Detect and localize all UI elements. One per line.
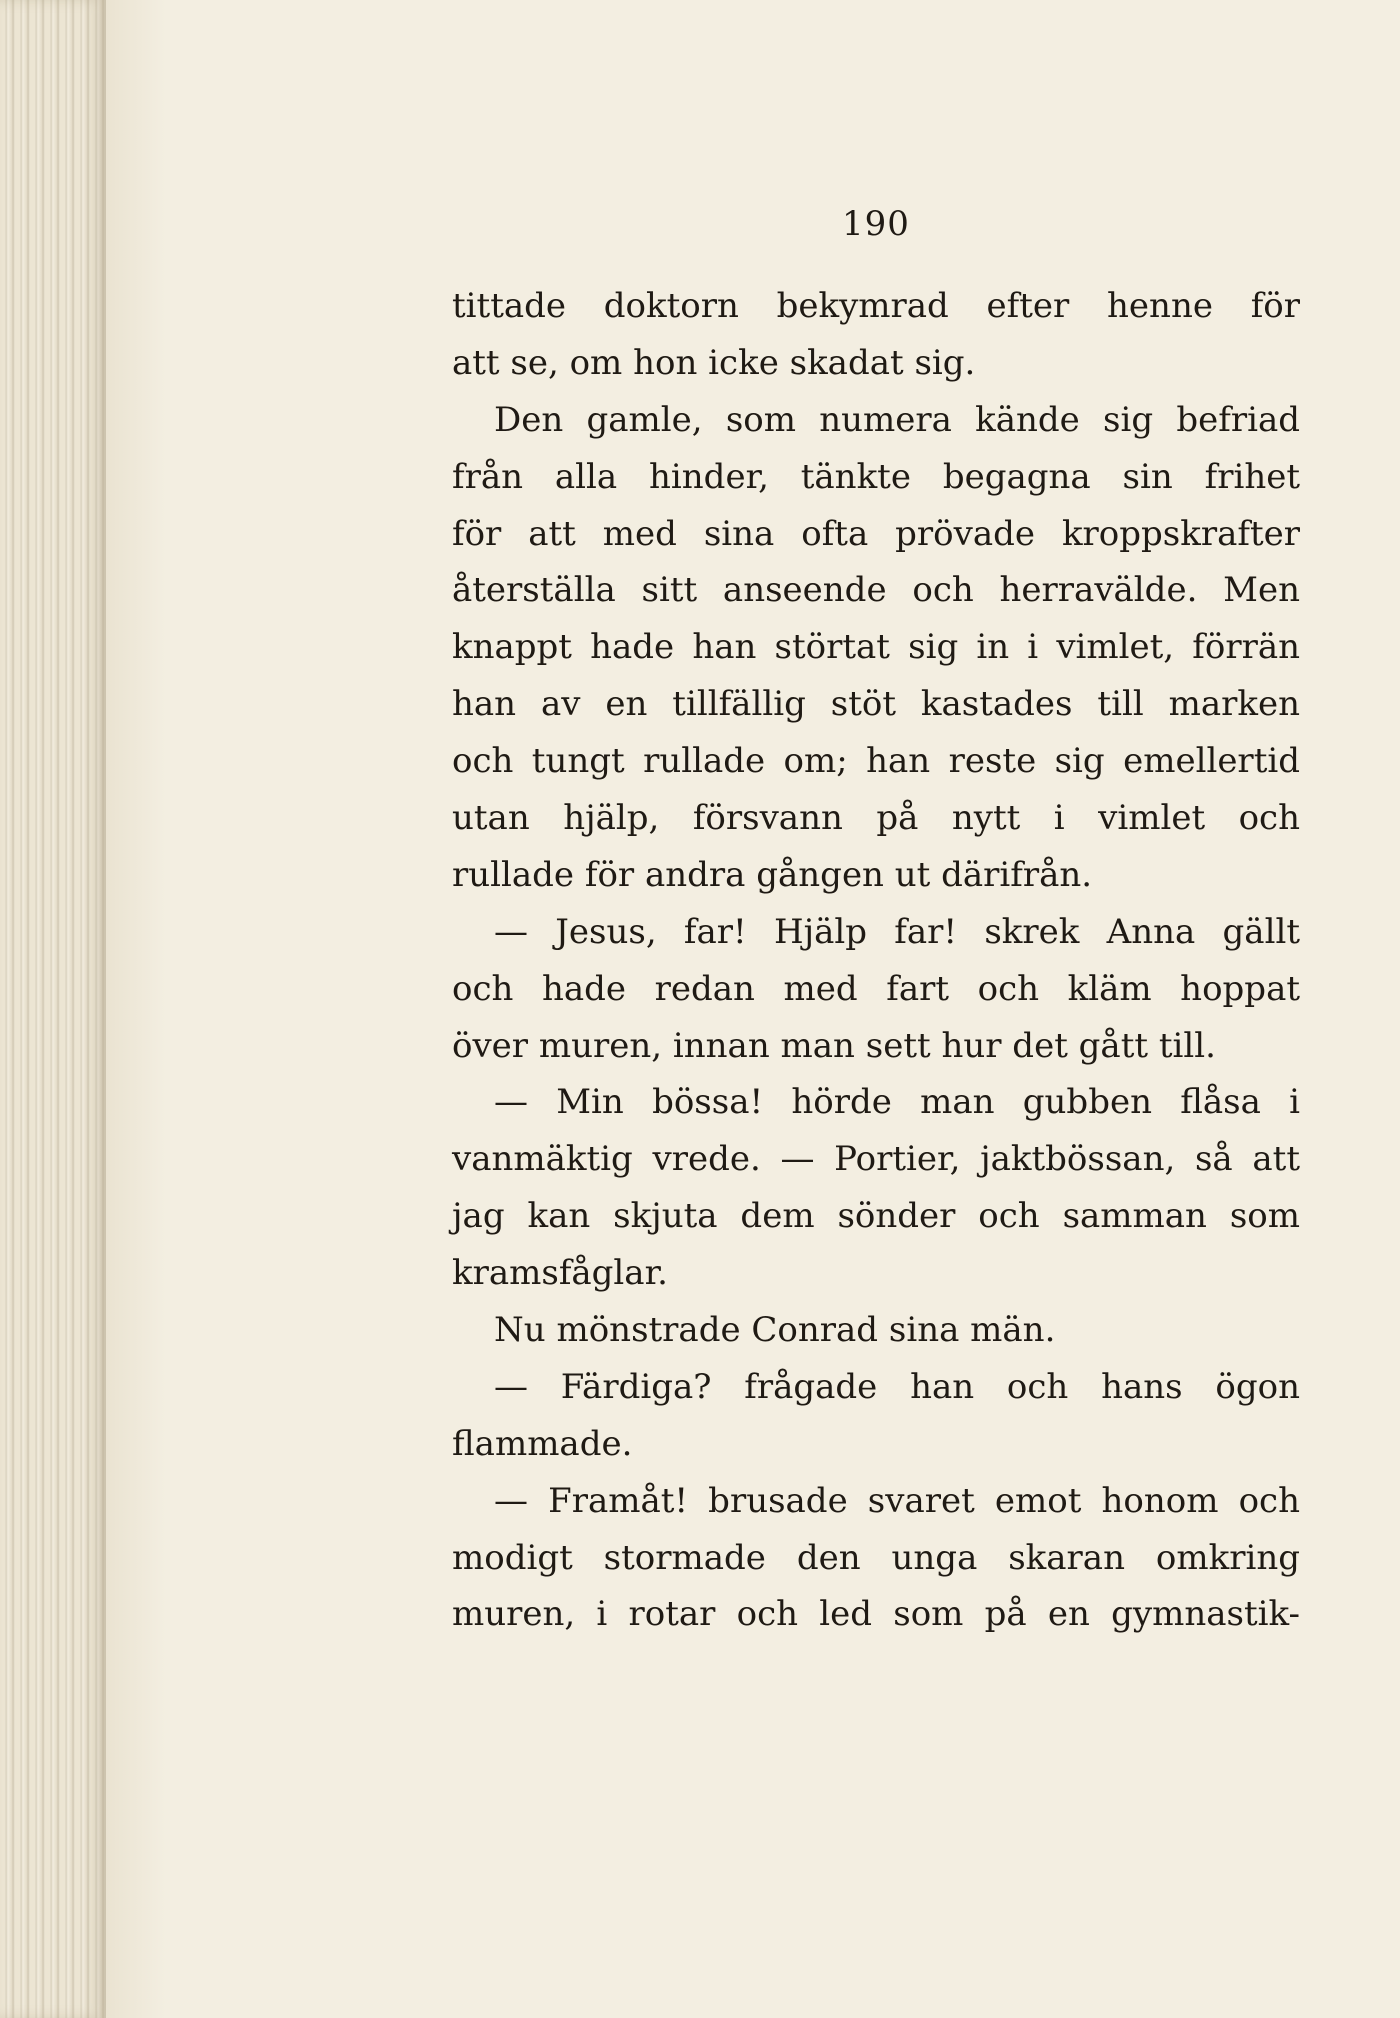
text-line: och tungt rullade om; han reste sig emellertid bbox=[452, 741, 1300, 782]
text-line: tittade doktorn bekymrad efter henne för bbox=[452, 286, 1300, 326]
text-line: vanmäktig vrede. — Portier, jaktbössan, så att bbox=[452, 1139, 1300, 1180]
text-line: att se, om hon icke skadat sig. bbox=[452, 342, 976, 383]
text-line: modigt stormade den unga skaran omkring bbox=[452, 1537, 1300, 1578]
page-number: 190 bbox=[842, 204, 910, 244]
book-page-edges bbox=[0, 0, 106, 2018]
text-line: knappt hade han störtat sig in i vimlet, förrän bbox=[452, 627, 1300, 668]
text-line: och hade redan med fart och kläm hoppat bbox=[452, 968, 1300, 1009]
text-line: Nu mönstrade Conrad sina män. bbox=[494, 1310, 1056, 1351]
text-line: kramsfåglar. bbox=[452, 1253, 668, 1294]
text-line: Den gamle, som numera kände sig befriad bbox=[494, 399, 1300, 440]
text-line: flammade. bbox=[452, 1423, 633, 1464]
text-line: från alla hinder, tänkte begagna sin frihet bbox=[452, 456, 1300, 497]
text-line: han av en tillfällig stöt kastades till marken bbox=[452, 684, 1300, 725]
page-text-block bbox=[452, 200, 1300, 1643]
text-line: — Färdiga? frågade han och hans ögon bbox=[494, 1366, 1300, 1407]
text-line: — Min bössa! hörde man gubben flåsa i bbox=[494, 1082, 1300, 1123]
text-line: — Framåt! brusade svaret emot honom och bbox=[494, 1480, 1300, 1521]
text-line: muren, i rotar och led som på en gymnastik- bbox=[452, 1594, 1300, 1635]
text-line: utan hjälp, försvann på nytt i vimlet och bbox=[452, 798, 1300, 839]
text-line: för att med sina ofta prövade kroppskrafter bbox=[452, 513, 1300, 554]
text-line: rullade för andra gången ut därifrån. bbox=[452, 854, 1093, 895]
text-line: över muren, innan man sett hur det gått till. bbox=[452, 1025, 1216, 1066]
text-line: jag kan skjuta dem sönder och samman som bbox=[452, 1196, 1300, 1237]
text-line: återställa sitt anseende och herravälde. Men bbox=[452, 570, 1300, 611]
text-line: — Jesus, far! Hjälp far! skrek Anna gällt bbox=[494, 911, 1300, 952]
